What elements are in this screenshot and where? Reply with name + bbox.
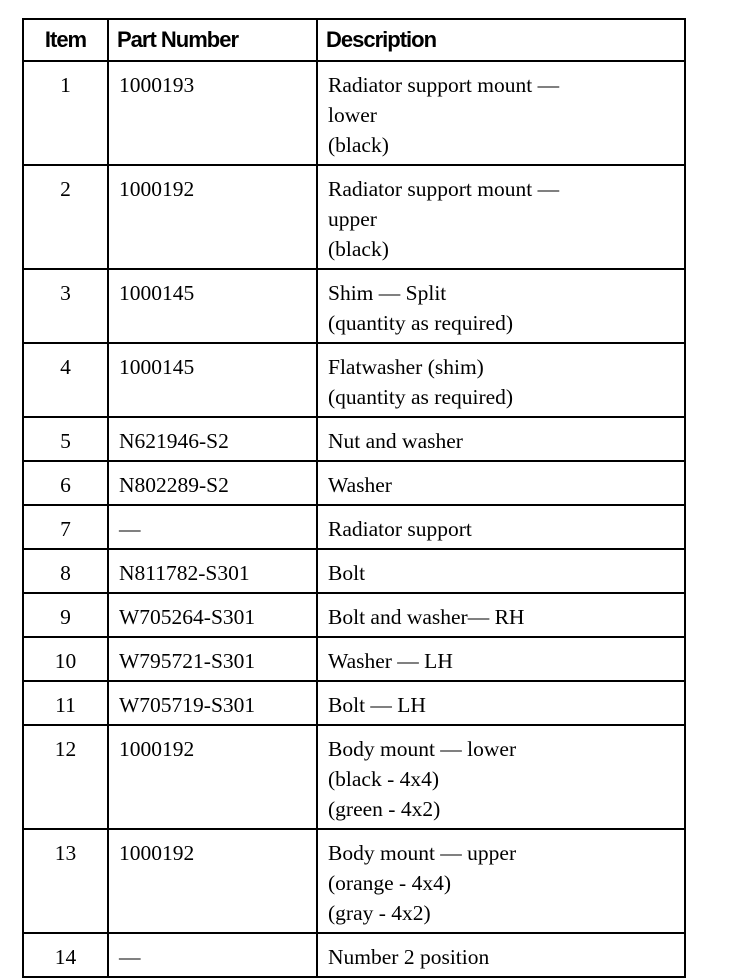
description-line: Radiator support mount — [328,73,560,97]
description-line: upper [328,207,377,231]
description-line: (orange - 4x4) [328,871,451,895]
item-cell: 3 [23,269,108,343]
item-cell: 2 [23,165,108,269]
table-row [23,549,685,593]
part-number-cell: — [108,505,317,549]
table-row [23,505,685,549]
table-row [23,165,685,269]
item-cell: 10 [23,637,108,681]
description-line: (black - 4x4) [328,767,440,791]
description-line: (green - 4x2) [328,797,441,821]
item-cell: 5 [23,417,108,461]
description-line: Number 2 position [328,945,490,969]
description-line: Washer [328,473,392,497]
table-row [23,681,685,725]
item-cell: 7 [23,505,108,549]
description-line: Nut and washer [328,429,463,453]
part-number-cell: N802289-S2 [108,461,317,505]
part-number-cell: N811782-S301 [108,549,317,593]
item-cell: 1 [23,61,108,165]
item-cell: 11 [23,681,108,725]
table-row [23,61,685,165]
header-row [23,19,685,61]
item-cell: 8 [23,549,108,593]
part-number-cell: — [108,933,317,977]
table-row [23,461,685,505]
table-row [23,933,685,977]
description-cell [317,417,685,461]
table-row [23,593,685,637]
description-cell [317,725,685,829]
item-cell: 14 [23,933,108,977]
description-line: lower [328,103,377,127]
table-row [23,637,685,681]
part-number-cell: 1000193 [108,61,317,165]
table-row [23,829,685,933]
table-row [23,417,685,461]
part-number-cell: 1000145 [108,343,317,417]
description-cell [317,593,685,637]
description-line: (quantity as required) [328,385,514,409]
description-line: Bolt — LH [328,693,426,717]
description-line: (gray - 4x2) [328,901,431,925]
description-cell [317,549,685,593]
table-row [23,725,685,829]
part-number-cell: 1000192 [108,829,317,933]
header-description: Description [317,19,685,61]
item-cell: 12 [23,725,108,829]
parts-table [22,18,686,978]
part-number-cell: W705719-S301 [108,681,317,725]
description-line: Shim — Split [328,281,447,305]
item-cell: 9 [23,593,108,637]
header-part-number: Part Number [108,19,317,61]
description-line: (quantity as required) [328,311,514,335]
description-cell [317,165,685,269]
description-cell [317,269,685,343]
description-line: Bolt [328,561,366,585]
item-cell: 6 [23,461,108,505]
description-line: Bolt and washer— RH [328,605,525,629]
part-number-cell: 1000145 [108,269,317,343]
part-number-cell: W795721-S301 [108,637,317,681]
item-cell: 13 [23,829,108,933]
description-line: Body mount — lower [328,737,517,761]
part-number-cell: 1000192 [108,165,317,269]
description-line: Radiator support [328,517,472,541]
description-cell [317,637,685,681]
description-cell [317,61,685,165]
part-number-cell: 1000192 [108,725,317,829]
description-cell [317,933,685,977]
description-line: (black) [328,133,389,157]
description-cell [317,505,685,549]
header-item: Item [23,19,108,61]
description-line: Flatwasher (shim) [328,355,484,379]
description-line: (black) [328,237,389,261]
description-line: Washer — LH [328,649,453,673]
table-row [23,269,685,343]
description-cell [317,343,685,417]
table-row [23,343,685,417]
part-number-cell: W705264-S301 [108,593,317,637]
description-line: Radiator support mount — [328,177,560,201]
item-cell: 4 [23,343,108,417]
description-cell [317,829,685,933]
part-number-cell: N621946-S2 [108,417,317,461]
description-line: Body mount — upper [328,841,517,865]
description-cell [317,461,685,505]
description-cell [317,681,685,725]
